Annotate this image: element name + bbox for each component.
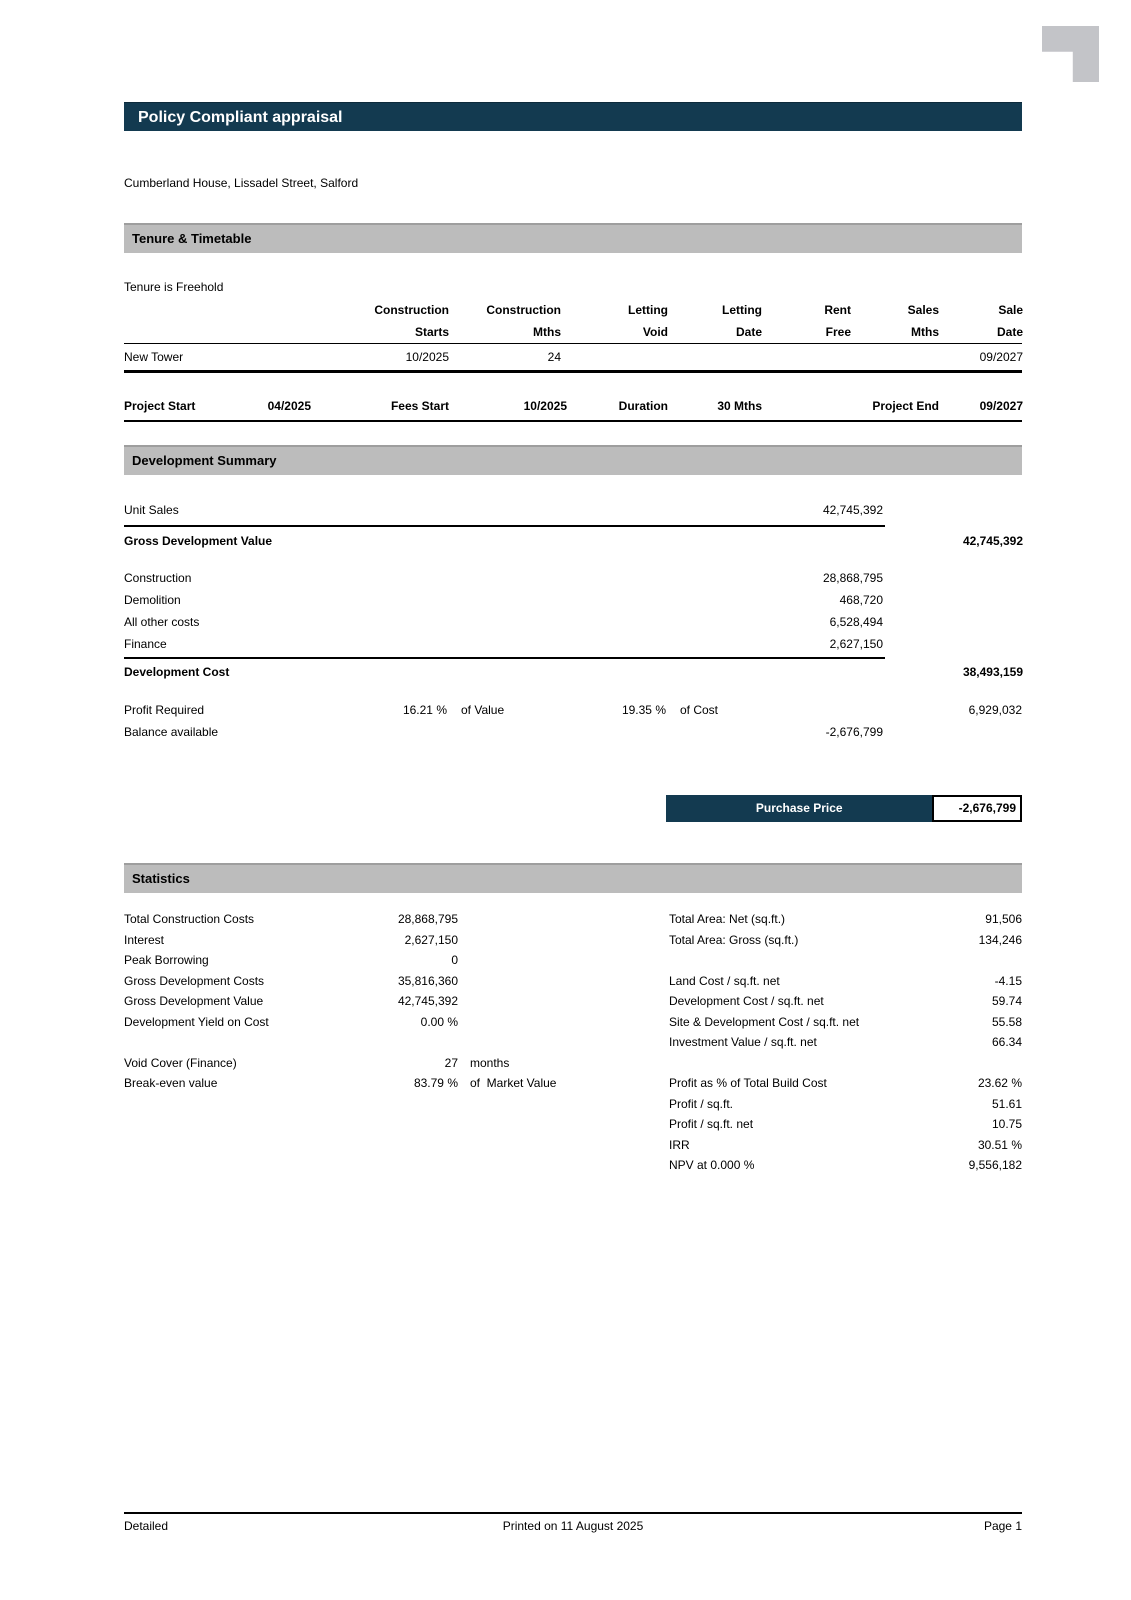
profit-required-row bbox=[124, 699, 1022, 721]
col-rent-free: Rent bbox=[824, 303, 851, 317]
stat-lval bbox=[334, 1155, 458, 1176]
balance-value: -2,676,799 bbox=[825, 725, 883, 739]
stat-rval: 59.74 bbox=[991, 994, 1022, 1008]
stat-rval: 134,246 bbox=[978, 932, 1022, 947]
report-content bbox=[124, 0, 1022, 1176]
stat-llabel: Void Cover (Finance) bbox=[124, 1055, 237, 1070]
cost-row: All other costs 6,528,494 bbox=[124, 615, 883, 629]
stat-llabel: Gross Development Value bbox=[124, 994, 264, 1008]
stat-row bbox=[124, 950, 1022, 971]
stat-row bbox=[124, 1155, 1022, 1176]
stat-rval: 10.75 bbox=[991, 1117, 1022, 1131]
stat-rlabel: IRR bbox=[669, 1137, 690, 1152]
stat-lval bbox=[334, 1114, 458, 1135]
col-sales-mths: Sales bbox=[907, 303, 939, 317]
tenure-note: Tenure is Freehold bbox=[124, 280, 224, 294]
profit-required-label: Profit Required bbox=[124, 703, 205, 717]
phase-rent-free bbox=[762, 344, 851, 370]
stat-lextra bbox=[458, 1114, 669, 1135]
unit-sales-label: Unit Sales bbox=[124, 503, 179, 517]
cost-row: Demolition 468,720 bbox=[124, 593, 883, 607]
stat-rlabel: Profit / sq.ft. bbox=[669, 1096, 734, 1111]
project-end-value: 09/2027 bbox=[979, 399, 1023, 413]
phase-construction-starts: 10/2025 bbox=[405, 350, 449, 364]
stat-row bbox=[124, 971, 1022, 992]
stat-rval: 30.51 % bbox=[977, 1137, 1022, 1152]
stat-rval: 55.58 bbox=[991, 1014, 1022, 1029]
section-header-summary bbox=[124, 445, 1022, 475]
cost-row: Finance 2,627,150 bbox=[124, 637, 883, 651]
gdv-row bbox=[124, 530, 1022, 552]
cost-row: Construction 28,868,795 bbox=[124, 571, 883, 585]
tenure-table-header: Construction Construction Letting Letting Rent Sales Sale Starts Mths Void Date Free Mths Date bbox=[124, 299, 1022, 343]
stat-row bbox=[124, 991, 1022, 1012]
phase-name: New Tower bbox=[124, 350, 184, 364]
stat-lextra bbox=[458, 971, 669, 992]
stat-lval: 35,816,360 bbox=[397, 973, 458, 988]
stat-row bbox=[124, 1114, 1022, 1135]
duration-label: Duration bbox=[618, 399, 668, 413]
gdv-label: Gross Development Value bbox=[124, 534, 273, 548]
stat-row bbox=[124, 909, 1022, 930]
stat-llabel: Gross Development Costs bbox=[124, 973, 265, 988]
profit-pct-of-value: 16.21 % bbox=[402, 703, 447, 717]
stat-row bbox=[124, 1053, 1022, 1074]
section-title: Statistics bbox=[132, 871, 190, 886]
stat-lval bbox=[334, 1032, 458, 1053]
report-title-bar bbox=[124, 102, 1022, 131]
stat-rlabel: Land Cost / sq.ft. net bbox=[669, 973, 780, 988]
section-header-statistics bbox=[124, 863, 1022, 893]
fees-start-label: Fees Start bbox=[390, 399, 449, 413]
stat-row bbox=[124, 1135, 1022, 1156]
profit-pct-of-cost: 19.35 % bbox=[621, 703, 666, 717]
col-letting-date: Letting bbox=[722, 303, 762, 317]
stat-rlabel: Investment Value / sq.ft. net bbox=[669, 1035, 817, 1049]
col-sale-date: Sale bbox=[998, 303, 1023, 317]
fees-start-value: 10/2025 bbox=[523, 399, 567, 413]
report-title: Policy Compliant appraisal bbox=[138, 109, 343, 126]
stat-lval: 42,745,392 bbox=[397, 994, 458, 1008]
col-letting-void: Letting bbox=[628, 303, 668, 317]
stat-llabel: Total Construction Costs bbox=[124, 912, 255, 926]
gdv-value: 42,745,392 bbox=[962, 534, 1023, 548]
phase-sale-date: 09/2027 bbox=[979, 350, 1023, 364]
stat-llabel bbox=[124, 1094, 334, 1115]
stat-lextra bbox=[458, 1155, 669, 1176]
stat-llabel bbox=[124, 1114, 334, 1135]
purchase-price-row bbox=[666, 795, 1022, 822]
stat-rval: 51.61 bbox=[991, 1096, 1022, 1111]
unit-sales-value: 42,745,392 bbox=[822, 503, 883, 517]
divider bbox=[124, 657, 885, 659]
of-value-text: of Value bbox=[461, 703, 505, 717]
stat-rval: -4.15 bbox=[994, 973, 1022, 988]
stat-lval: 83.79 % bbox=[413, 1076, 458, 1090]
footer-report-type: Detailed bbox=[124, 1519, 169, 1533]
phase-letting-void bbox=[561, 344, 668, 370]
property-address: Cumberland House, Lissadel Street, Salford bbox=[124, 176, 359, 190]
stat-lextra: months bbox=[470, 1055, 510, 1070]
stat-rval: 91,506 bbox=[985, 912, 1022, 926]
stat-row bbox=[124, 1012, 1022, 1033]
stat-llabel bbox=[124, 1032, 334, 1053]
footer-page-number: Page 1 bbox=[983, 1519, 1022, 1533]
of-cost-text: of Cost bbox=[680, 703, 719, 717]
stat-lval bbox=[334, 1135, 458, 1156]
stat-lextra bbox=[458, 909, 669, 930]
project-start-value: 04/2025 bbox=[267, 399, 311, 413]
stat-row bbox=[124, 1073, 1022, 1094]
stat-lextra bbox=[458, 1012, 669, 1033]
development-cost-label: Development Cost bbox=[124, 665, 230, 679]
stat-lextra bbox=[458, 930, 669, 951]
stat-lval: 0.00 % bbox=[420, 1014, 458, 1029]
corner-logo bbox=[1042, 26, 1099, 82]
stat-lextra bbox=[458, 1135, 669, 1156]
stat-lextra bbox=[458, 950, 669, 971]
stat-rlabel: Development Cost / sq.ft. net bbox=[669, 994, 824, 1008]
report-footer bbox=[124, 1512, 1022, 1534]
stat-llabel bbox=[124, 1155, 334, 1176]
stat-rlabel bbox=[669, 950, 899, 971]
stat-rval: 9,556,182 bbox=[968, 1158, 1022, 1172]
stat-rlabel: Total Area: Gross (sq.ft.) bbox=[669, 932, 799, 947]
col-construction-starts: Construction bbox=[374, 303, 449, 317]
section-title: Development Summary bbox=[132, 453, 277, 468]
stat-rval: 66.34 bbox=[991, 1035, 1022, 1049]
development-cost-value: 38,493,159 bbox=[962, 665, 1023, 679]
phase-letting-date bbox=[668, 344, 762, 370]
stat-llabel: Peak Borrowing bbox=[124, 953, 209, 967]
section-title: Tenure & Timetable bbox=[132, 231, 252, 246]
project-end-label: Project End bbox=[872, 399, 939, 413]
stat-rlabel bbox=[669, 1053, 899, 1074]
duration-value: 30 Mths bbox=[717, 399, 762, 413]
stat-lextra bbox=[458, 1032, 669, 1053]
cost-rows bbox=[124, 567, 1022, 655]
stat-llabel bbox=[124, 1135, 334, 1156]
phase-construction-mths: 24 bbox=[547, 350, 561, 364]
balance-label: Balance available bbox=[124, 725, 219, 739]
stat-row bbox=[124, 1032, 1022, 1053]
project-start-label: Project Start bbox=[124, 399, 196, 413]
stat-lextra bbox=[458, 991, 669, 1012]
stat-llabel: Break-even value bbox=[124, 1076, 218, 1090]
footer-printed-date: Printed on 11 August 2025 bbox=[502, 1519, 644, 1533]
stat-rlabel: NPV at 0.000 % bbox=[669, 1158, 755, 1172]
col-construction-mths: Construction bbox=[486, 303, 561, 317]
stat-lval: 0 bbox=[451, 953, 458, 967]
statistics-rows bbox=[124, 909, 1022, 1176]
section-header-tenure bbox=[124, 223, 1022, 253]
stat-llabel: Development Yield on Cost bbox=[124, 1014, 269, 1029]
project-timeline-row bbox=[124, 394, 1022, 422]
stat-lval: 27 bbox=[444, 1055, 458, 1070]
development-cost-row bbox=[124, 661, 1022, 683]
stat-rval: 23.62 % bbox=[977, 1076, 1022, 1090]
profit-amount: 6,929,032 bbox=[968, 703, 1022, 717]
stat-rlabel: Total Area: Net (sq.ft.) bbox=[669, 912, 786, 926]
unit-sales-row bbox=[124, 499, 1022, 521]
balance-available-row bbox=[124, 721, 1022, 743]
stat-lval: 28,868,795 bbox=[397, 912, 458, 926]
purchase-price-value: -2,676,799 bbox=[932, 795, 1022, 822]
purchase-price-label: Purchase Price bbox=[666, 795, 932, 822]
stat-row bbox=[124, 930, 1022, 951]
stat-row bbox=[124, 1094, 1022, 1115]
stat-rlabel: Profit / sq.ft. net bbox=[669, 1117, 754, 1131]
stat-lextra bbox=[458, 1094, 669, 1115]
stat-llabel: Interest bbox=[124, 932, 165, 947]
stat-rlabel: Profit as % of Total Build Cost bbox=[669, 1076, 827, 1090]
stat-lval bbox=[334, 1094, 458, 1115]
divider bbox=[124, 525, 885, 527]
stat-lval: 2,627,150 bbox=[404, 932, 458, 947]
stat-rlabel: Site & Development Cost / sq.ft. net bbox=[669, 1014, 860, 1029]
tenure-table-row bbox=[124, 343, 1022, 373]
stat-rval bbox=[899, 1053, 1022, 1074]
stat-rval bbox=[899, 950, 1022, 971]
phase-sales-mths bbox=[851, 344, 939, 370]
stat-lextra: of Market Value bbox=[470, 1076, 557, 1090]
